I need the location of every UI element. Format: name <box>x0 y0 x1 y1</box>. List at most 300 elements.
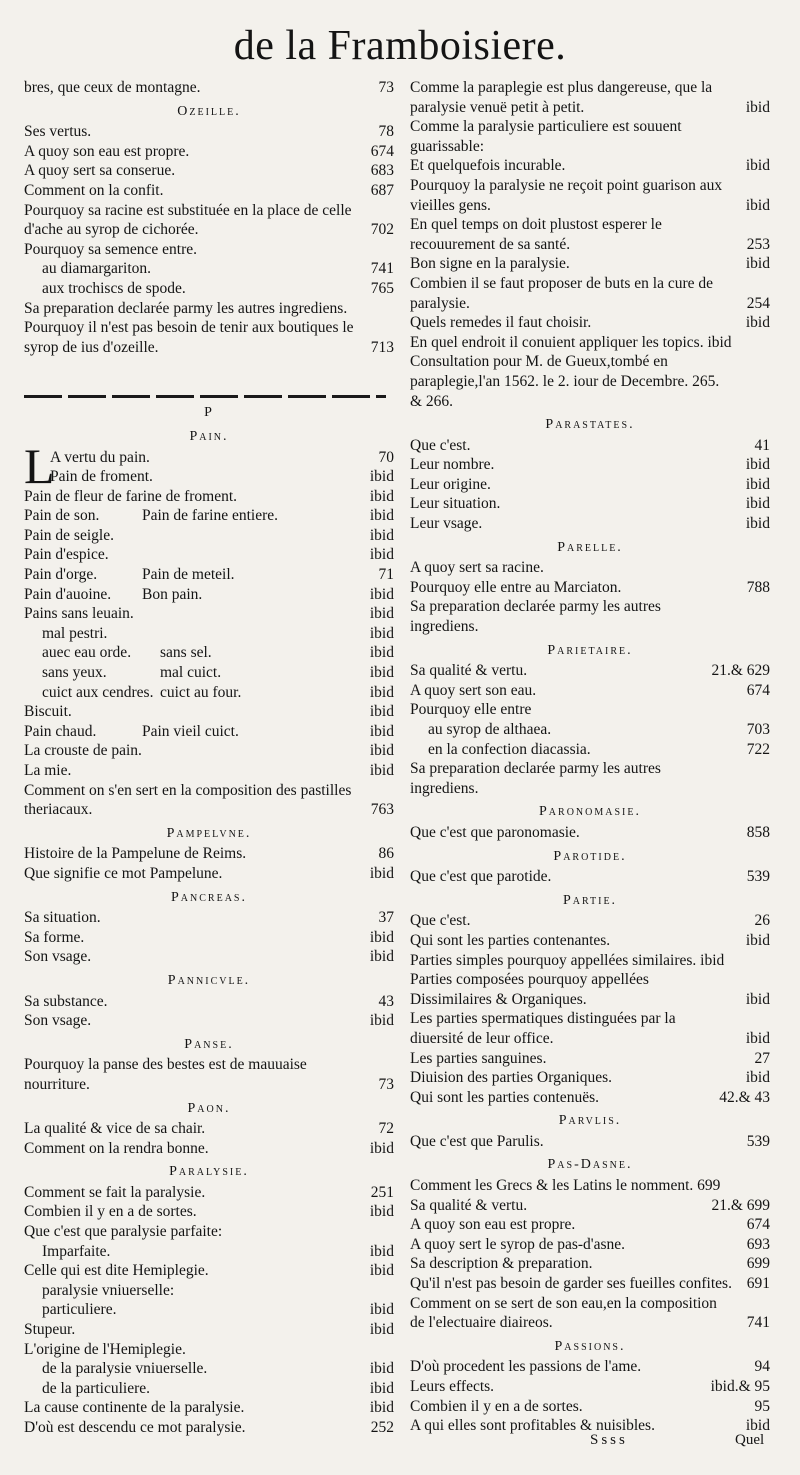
entry-text: Pains sans leuain. <box>24 605 134 623</box>
section-heading: Ozeille. <box>177 103 241 119</box>
entry-text: sans sel. <box>160 644 212 662</box>
entry-text: bres, que ceux de montagne. <box>24 79 201 96</box>
entry-text: Pain chaud. <box>24 722 97 740</box>
page-ref: 539 <box>746 1132 770 1150</box>
entry-text: Son vsage. <box>24 1012 92 1030</box>
index-entry <box>24 947 394 967</box>
page-ref: 703 <box>746 721 770 738</box>
entry-text: en la confection diacassia. <box>428 740 591 758</box>
page-ref: ibid <box>745 196 770 214</box>
entry-text: auec eau orde. <box>42 644 132 662</box>
entry-text: A vertu du pain. <box>50 448 150 466</box>
entry-text: Bon signe en la paralysie. <box>410 255 570 273</box>
index-entry <box>410 867 770 887</box>
index-entry <box>410 700 770 720</box>
index-entry-pair <box>24 722 394 742</box>
index-entry <box>410 681 770 701</box>
entry-text: Leur vsage. <box>410 515 483 533</box>
index-entry <box>410 1009 770 1048</box>
page-ref: ibid <box>369 1262 394 1280</box>
index-entry <box>24 142 394 162</box>
index-entry <box>410 1049 770 1069</box>
index-entry <box>24 259 394 279</box>
entry-text: Comment on s'en sert en la composition des pastilles theriacaux. <box>24 781 352 819</box>
entry-text: de la paralysie vniuerselle. <box>42 1360 208 1378</box>
page-ref: 43 <box>378 992 394 1010</box>
page-ref: ibid <box>745 1069 770 1087</box>
page-ref: 72 <box>378 1120 394 1138</box>
index-entry <box>410 1215 770 1235</box>
index-entry <box>24 781 394 820</box>
entry-text: D'où est descendu ce mot paralysie. <box>24 1419 246 1436</box>
index-entry <box>410 1235 770 1255</box>
entry-text: Sa qualité & vertu. <box>410 1196 528 1214</box>
right-column <box>410 78 770 1436</box>
index-entry <box>410 1068 770 1088</box>
index-entry <box>24 624 394 644</box>
index-entry <box>24 526 394 546</box>
page-ref: 702 <box>370 221 394 239</box>
page-ref: ibid <box>369 546 394 564</box>
entry-text: Sa situation. <box>24 909 101 927</box>
entry-text: Pourquoy la paralysie ne reçoit point guarison aux vieilles gens. <box>410 176 723 214</box>
signature-mark: Ssss <box>590 1432 628 1448</box>
entry-text: Leur nombre. <box>410 456 495 474</box>
page-ref: ibid <box>369 722 394 740</box>
catchword: Quel <box>735 1432 765 1448</box>
page-ref: ibid <box>369 1301 394 1319</box>
entry-text: Que c'est. <box>410 436 471 454</box>
index-entry <box>24 78 394 98</box>
index-entry <box>24 864 394 884</box>
index-entry <box>410 176 770 215</box>
entry-text: Pain de meteil. <box>142 566 235 584</box>
page-ref: 699 <box>746 1255 770 1273</box>
page-ref: ibid <box>369 624 394 642</box>
section-divider-rule <box>24 395 386 398</box>
index-entry <box>410 215 770 254</box>
entry-text: Pain de son. <box>24 507 100 525</box>
index-entry <box>24 1359 394 1379</box>
page-ref: 252 <box>370 1419 394 1436</box>
entry-text: mal cuict. <box>160 664 222 682</box>
index-entry <box>24 1281 394 1301</box>
index-entry-pair <box>24 506 394 526</box>
index-entry <box>24 467 394 487</box>
entry-text: Pourquoy elle entre <box>410 701 532 719</box>
index-entry <box>24 1398 394 1418</box>
page-ref: ibid <box>745 495 770 513</box>
page-ref: ibid <box>745 456 770 474</box>
index-entry <box>24 1222 394 1242</box>
index-entry <box>410 951 770 971</box>
entry-text: Parties composées pourquoy appellées Dissimilaires & Organiques. <box>410 971 649 1008</box>
section-heading: Pas-Dasne. <box>547 1157 633 1173</box>
index-entry <box>24 928 394 948</box>
entry-text: Sa substance. <box>24 992 108 1010</box>
entry-text: Leur situation. <box>410 495 501 513</box>
index-entry-pair <box>24 683 394 703</box>
index-entry <box>24 844 394 864</box>
index-entry <box>24 318 394 357</box>
entry-text: Pain de seigle. <box>24 526 114 544</box>
entry-text: Celle qui est dite Hemiplegie. <box>24 1262 209 1280</box>
page-ref: 251 <box>370 1183 394 1201</box>
index-entry <box>410 740 770 760</box>
page-ref: ibid <box>745 990 770 1008</box>
entry-text: sans yeux. <box>42 664 107 682</box>
page-ref: 788 <box>746 578 770 596</box>
index-entry <box>410 597 770 636</box>
index-entry <box>410 1196 770 1216</box>
entry-text: Combien il y en a de sortes. <box>410 1397 583 1415</box>
section-heading: Paon. <box>187 1100 231 1116</box>
entry-text: cuict au four. <box>160 683 242 701</box>
entry-text: Sa preparation declarée parmy les autres ingrediens. <box>24 299 348 317</box>
entry-text: particuliere. <box>42 1301 117 1319</box>
entry-text: Comme la paraplegie est plus dangereuse, que la paralysie venuë petit à petit. <box>410 79 713 116</box>
entry-text: Pain de fleur de farine de froment. <box>24 487 238 505</box>
entry-text: Biscuit. <box>24 703 72 721</box>
index-entry <box>24 1202 394 1222</box>
section-heading: Panse. <box>184 1036 234 1052</box>
index-entry <box>410 759 770 798</box>
index-entry <box>410 352 770 411</box>
page-ref: 713 <box>370 338 394 356</box>
entry-text: cuict aux cendres. <box>42 683 154 701</box>
index-entry <box>410 254 770 274</box>
index-entry <box>410 274 770 313</box>
entry-text: A quoy sert sa conserue. <box>24 162 176 180</box>
entry-text: Pourquoy sa racine est substituée en la place de celle d'ache au syrop de cichorée. <box>24 201 352 239</box>
index-entry <box>24 201 394 240</box>
page-ref: 765 <box>370 279 394 297</box>
page-ref: 41 <box>754 436 770 454</box>
page-ref: 86 <box>378 845 394 863</box>
entry-text: Combien il y en a de sortes. <box>24 1203 197 1221</box>
entry-text: au diamargariton. <box>42 260 152 278</box>
entry-text: La mie. <box>24 762 72 779</box>
index-entry <box>410 313 770 333</box>
entry-text: En quel endroit il conuient appliquer les topics. ibid <box>410 333 732 351</box>
page-ref: 73 <box>378 1075 394 1093</box>
page-ref: ibid <box>369 1242 394 1260</box>
entry-text: La crouste de pain. <box>24 742 142 760</box>
entry-text: Pain vieil cuict. <box>142 722 239 740</box>
page-ref: ibid <box>369 1139 394 1157</box>
index-entry <box>410 78 770 117</box>
entry-text: A quoy sert son eau. <box>410 681 537 699</box>
index-entry-pair <box>24 643 394 663</box>
page-ref: 722 <box>746 740 770 758</box>
section-heading: Passions. <box>554 1338 626 1354</box>
entry-text: Pourquoy il n'est pas besoin de tenir aux boutiques le syrop de ius d'ozeille. <box>24 319 354 356</box>
entry-text: Et quelquefois incurable. <box>410 157 566 175</box>
index-entry <box>410 720 770 740</box>
entry-text: Ses vertus. <box>24 123 92 141</box>
entry-text: Histoire de la Pampelune de Reims. <box>24 845 247 863</box>
index-entry <box>24 1320 394 1340</box>
page-ref: ibid <box>369 1360 394 1378</box>
entry-text: La qualité & vice de sa chair. <box>24 1120 206 1138</box>
index-entry <box>410 1088 770 1108</box>
entry-text: Quels remedes il faut choisir. <box>410 314 592 332</box>
entry-text: Sa description & preparation. <box>410 1255 593 1273</box>
entry-text: Pain d'orge. <box>24 566 98 584</box>
page-ref: ibid <box>745 157 770 175</box>
index-entry <box>410 117 770 156</box>
index-entry <box>24 604 394 624</box>
index-entry <box>410 514 770 534</box>
entry-text: A qui elles sont profitables & nuisibles. <box>410 1417 655 1435</box>
page-ref: ibid <box>369 1321 394 1339</box>
index-entry <box>24 1379 394 1399</box>
page-ref: ibid <box>745 515 770 533</box>
entry-text: Stupeur. <box>24 1321 76 1339</box>
page-ref: 70 <box>378 448 394 466</box>
section-heading: Pain. <box>189 428 229 444</box>
index-entry <box>24 161 394 181</box>
page-ref: ibid <box>369 605 394 623</box>
page-ref: ibid <box>745 1029 770 1047</box>
entry-text: Les parties spermatiques distinguées par la diuersité de leur office. <box>410 1010 676 1047</box>
page-ref: 73 <box>378 79 394 96</box>
entry-text: Pain d'espice. <box>24 546 109 564</box>
page-ref: 674 <box>746 681 770 699</box>
index-entry <box>410 1397 770 1417</box>
entry-text: Sa forme. <box>24 928 85 946</box>
entry-text: Comment se fait la paralysie. <box>24 1183 206 1201</box>
entry-text: Que c'est que parotide. <box>410 868 552 886</box>
index-entry <box>410 970 770 1009</box>
page-ref: ibid <box>369 864 394 882</box>
index-entry <box>24 181 394 201</box>
index-entry <box>24 279 394 299</box>
page-ref: 674 <box>746 1216 770 1234</box>
page-ref: 71 <box>378 566 394 584</box>
index-entry <box>410 455 770 475</box>
entry-text: Pourquoy la panse des bestes est de mauuaise nourriture. <box>24 1056 307 1093</box>
entry-text: Son vsage. <box>24 948 92 966</box>
entry-text: A quoy sert le syrop de pas-d'asne. <box>410 1235 626 1253</box>
page-ref: ibid <box>369 507 394 525</box>
entry-text: Sa preparation declarée parmy les autres ingrediens. <box>410 598 661 636</box>
entry-text: A quoy son eau est propre. <box>410 1216 576 1234</box>
entry-text: Comment on la confit. <box>24 181 164 199</box>
index-entry-pair <box>24 565 394 585</box>
page-ref: ibid <box>369 742 394 760</box>
page-ref: 741 <box>370 260 394 278</box>
index-entry <box>24 1242 394 1262</box>
section-heading: Parotide. <box>553 848 627 864</box>
entry-text: au syrop de althaea. <box>428 721 552 738</box>
page-ref: ibid <box>369 1399 394 1417</box>
entry-text: L'origine de l'Hemiplegie. <box>24 1340 186 1358</box>
entry-text: Pain d'auoine. <box>24 585 112 603</box>
page-ref: 21.& 629 <box>711 662 770 680</box>
section-heading: Pancreas. <box>171 889 247 905</box>
page-ref: ibid <box>745 931 770 949</box>
page-ref: 691 <box>746 1275 770 1293</box>
page-ref: ibid <box>369 1012 394 1030</box>
page-title: de la Framboisiere. <box>233 23 567 69</box>
page-ref: ibid <box>369 762 394 779</box>
index-entry <box>24 1418 394 1438</box>
index-entry <box>24 1183 394 1203</box>
entry-text: Qu'il n'est pas besoin de garder ses fueilles confites. <box>410 1275 732 1293</box>
index-entry <box>410 475 770 495</box>
page-ref: 27 <box>754 1049 770 1067</box>
page-ref: ibid <box>369 948 394 966</box>
index-entry <box>24 545 394 565</box>
index-entry <box>410 931 770 951</box>
index-entry <box>410 436 770 456</box>
section-heading: Paralysie. <box>169 1164 249 1180</box>
page-ref: ibid <box>369 683 394 701</box>
section-heading: Parvlis. <box>558 1113 622 1129</box>
entry-text: Sa preparation declarée parmy les autres ingrediens. <box>410 760 661 797</box>
section-heading: Parietaire. <box>547 642 633 658</box>
page-ref: 693 <box>746 1235 770 1253</box>
entry-text: Que c'est que paralysie parfaite: <box>24 1223 223 1241</box>
entry-text: Qui sont les parties contenantes. <box>410 931 611 949</box>
entry-text: Leurs effects. <box>410 1378 495 1395</box>
section-heading: P <box>204 405 214 421</box>
entry-text: Comment les Grecs & les Latins le nomment. 699 <box>410 1177 721 1195</box>
page-ref: 26 <box>754 912 770 930</box>
page-ref: 254 <box>746 294 770 312</box>
index-entry <box>410 494 770 514</box>
page-ref: ibid <box>745 475 770 493</box>
page-ref: 95 <box>754 1397 770 1415</box>
entry-text: aux trochiscs de spode. <box>42 279 186 297</box>
page-ref: ibid <box>369 1203 394 1221</box>
entry-text: Qui sont les parties contenuës. <box>410 1088 599 1106</box>
entry-text: Diuision des parties Organiques. <box>410 1069 613 1087</box>
entry-text: Sa qualité & vertu. <box>410 662 528 680</box>
entry-text: mal pestri. <box>42 624 108 642</box>
index-entry <box>410 1254 770 1274</box>
entry-text: A quoy sert sa racine. <box>410 559 544 577</box>
page-ref: ibid <box>745 255 770 273</box>
page-ref: 37 <box>378 909 394 927</box>
page-ref: 42.& 43 <box>719 1088 770 1106</box>
index-entry <box>24 299 394 319</box>
index-entry-pair <box>24 585 394 605</box>
index-entry-pair <box>24 663 394 683</box>
index-entry <box>24 1261 394 1281</box>
index-entry <box>24 741 394 761</box>
entry-text: Combien il se faut proposer de buts en la cure de paralysie. <box>410 274 714 312</box>
entry-text: Que c'est que Parulis. <box>410 1132 544 1150</box>
page-ref: 78 <box>378 123 394 141</box>
entry-text: Que signifie ce mot Pampelune. <box>24 864 223 882</box>
entry-text: Bon pain. <box>142 585 203 603</box>
index-entry <box>24 761 394 781</box>
page-ref: ibid <box>369 585 394 603</box>
entry-text: Parties simples pourquoy appellées similaires. ibid <box>410 951 725 969</box>
entry-text: Pourquoy sa semence entre. <box>24 240 198 258</box>
entry-text: Pourquoy elle entre au Marciaton. <box>410 578 622 596</box>
index-entry <box>410 911 770 931</box>
entry-text: Pain de farine entiere. <box>142 507 278 525</box>
page-ref: ibid <box>369 644 394 662</box>
index-entry <box>24 240 394 260</box>
page-ref: 858 <box>746 823 770 841</box>
page-ref: ibid <box>745 98 770 116</box>
page-ref: 539 <box>746 868 770 886</box>
index-entry <box>24 992 394 1012</box>
page-ref: ibid <box>745 314 770 332</box>
entry-text: de la particuliere. <box>42 1379 151 1397</box>
entry-text: Comment on la rendra bonne. <box>24 1139 209 1157</box>
entry-text: Leur origine. <box>410 475 491 493</box>
index-entry <box>410 333 770 353</box>
index-entry <box>24 1139 394 1159</box>
page-ref: 683 <box>370 162 394 180</box>
index-entry <box>410 1176 770 1196</box>
entry-text: Les parties sanguines. <box>410 1049 547 1067</box>
index-entry <box>410 578 770 598</box>
section-heading: Partie. <box>562 892 618 908</box>
index-entry <box>24 908 394 928</box>
index-entry <box>410 1294 770 1333</box>
index-entry <box>410 1357 770 1377</box>
index-entry <box>410 558 770 578</box>
index-entry <box>24 1119 394 1139</box>
index-entry <box>24 1300 394 1320</box>
page-ref: 741 <box>746 1314 770 1332</box>
page-ref: ibid <box>369 703 394 721</box>
section-heading: Paronomasie. <box>539 804 641 820</box>
page-ref: ibid <box>369 487 394 505</box>
page-ref: 763 <box>370 801 394 819</box>
entry-text: paralysie vniuerselle: <box>42 1281 175 1299</box>
page-ref: ibid <box>369 468 394 486</box>
section-heading: Pampelvne. <box>166 825 252 841</box>
entry-text: Consultation pour M. de Gueux,tombé en paraplegie,l'an 1562. le 2. iour de Decembre. 265. & 266. <box>410 353 720 410</box>
index-entry <box>410 1377 770 1397</box>
section-heading: Parelle. <box>557 539 623 555</box>
page-ref: ibid <box>369 928 394 946</box>
entry-text: Imparfaite. <box>42 1242 111 1260</box>
entry-text: Que c'est. <box>410 912 471 930</box>
index-entry <box>410 823 770 843</box>
entry-text: Que c'est que paronomasie. <box>410 823 580 841</box>
left-column <box>24 78 394 1438</box>
entry-text: Comment on se sert de son eau,en la composition de l'electuaire diaireos. <box>410 1294 717 1332</box>
entry-text: En quel temps on doit plustost esperer le recouurement de sa santé. <box>410 216 662 253</box>
page-ref: ibid <box>369 526 394 544</box>
page-ref: ibid <box>369 664 394 682</box>
entry-text: Pain de froment. <box>50 468 153 486</box>
section-heading: Pannicvle. <box>167 972 251 988</box>
page-ref: 674 <box>370 142 394 160</box>
spacer <box>24 357 394 399</box>
page-ref: 94 <box>754 1358 770 1376</box>
index-entry <box>24 122 394 142</box>
index-entry <box>24 1011 394 1031</box>
entry-text: Comme la paralysie particuliere est souuent guarissable: <box>410 118 682 155</box>
page-ref: ibid <box>745 1417 770 1435</box>
page-ref: ibid <box>369 1379 394 1397</box>
section-heading: Parastates. <box>545 417 635 433</box>
page-ref: ibid.& 95 <box>710 1378 770 1395</box>
page-ref: 21.& 699 <box>711 1196 770 1214</box>
index-entry <box>410 661 770 681</box>
page-ref: 253 <box>746 235 770 253</box>
index-entry <box>24 487 394 507</box>
